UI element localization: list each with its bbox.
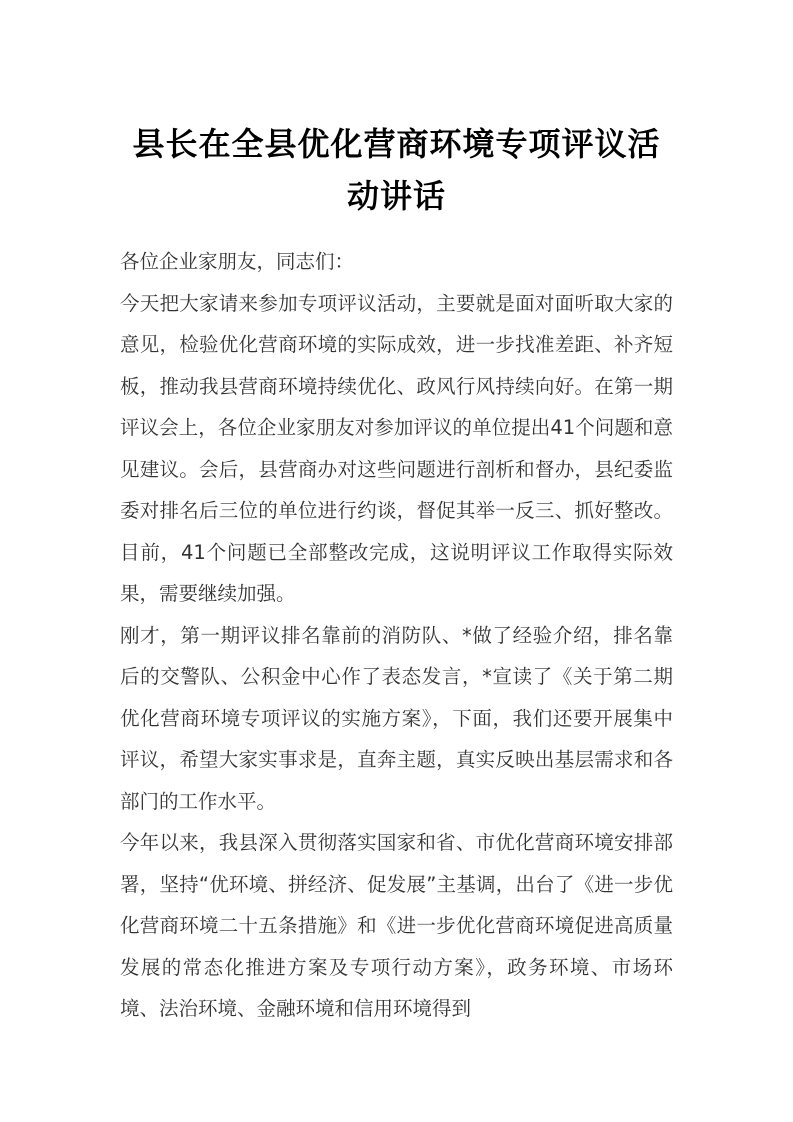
body-paragraph-3: 今年以来，我县深入贯彻落实国家和省、市优化营商环境安排部署，坚持“优环境、拼经济、促发展”主基调，出台了《进一步优化营商环境二十五条措施》和《进一步优化营商环境促进高质量发展的常态化推进方案及专项行动方案》，政务环境、市场环境、法治环境、金融环境和信用环境得到 xyxy=(120,831,673,1020)
document-title: 县长在全县优化营商环境专项评议活动讲话 xyxy=(132,125,661,215)
document-body xyxy=(120,241,673,1030)
body-paragraph-2: 刚才，第一期评议排名靠前的消防队、*做了经验介绍，排名靠后的交警队、公积金中心作了表态发言，*宣读了《关于第二期优化营商环境专项评议的实施方案》，下面，我们还要开展集中评议，希望大家实事求是，直奔主题，真实反映出基层需求和各部门的工作水平。 xyxy=(120,623,673,813)
salutation-paragraph: 各位企业家朋友，同志们： xyxy=(120,250,355,273)
body-paragraph-1: 今天把大家请来参加专项评议活动，主要就是面对面听取大家的意见，检验优化营商环境的实际成效，进一步找准差距、补齐短板，推动我县营商环境持续优化、政风行风持续向好。在第一期评议会上，各位企业家朋友对参加评议的单位提出41个问题和意见建议。会后，县营商办对这些问题进行剖析和督办，县纪委监委对排名后三位的单位进行约谈，督促其举一反三、抓好整改。目前，41个问题已全部整改完成，这说明评议工作取得实际效果，需要继续加强。 xyxy=(120,291,673,605)
